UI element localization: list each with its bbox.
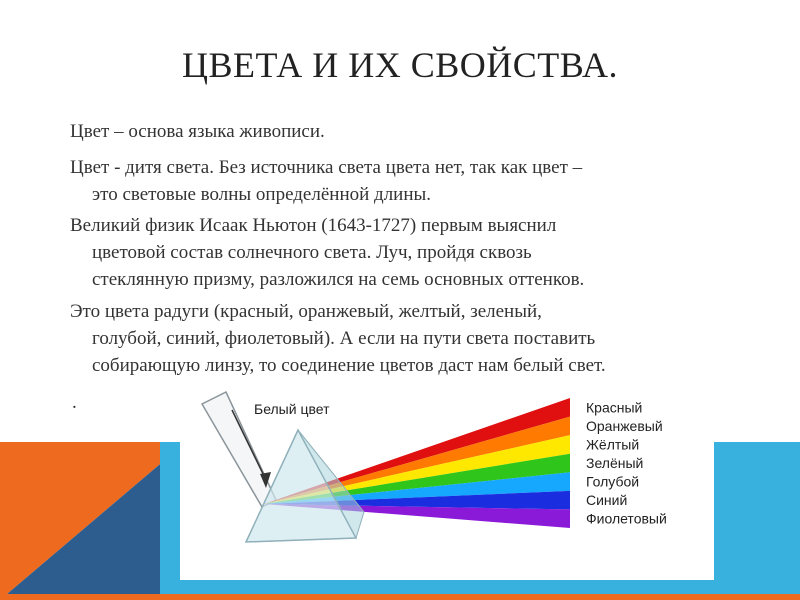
paragraph-4 <box>70 298 730 379</box>
spectrum-label-4: Зелёный <box>586 455 644 471</box>
paragraph-4-line3: собирающую линзу, то соединение цветов даст нам белый свет. <box>92 355 606 376</box>
prism-diagram <box>180 382 714 580</box>
spectrum-label-7: Фиолетовый <box>586 510 667 527</box>
paragraph-4-line1: Это цвета радуги (красный, оранжевый, желтый, зеленый, <box>70 301 542 322</box>
paragraph-3-line3: стеклянную призму, разложился на семь основных оттенков. <box>92 269 585 290</box>
paragraph-4-line2: голубой, синий, фиолетовый). А если на пути света поставить <box>92 328 596 349</box>
paragraph-3-line2: цветовой состав солнечного света. Луч, пройдя сквозь <box>92 242 532 263</box>
slide-title: ЦВЕТА И ИХ СВОЙСТВА. <box>182 45 618 85</box>
spectrum-label-6: Синий <box>586 492 628 509</box>
trailing-dot: . <box>72 392 77 413</box>
paragraph-3 <box>70 212 730 293</box>
spectrum-label-5: Голубой <box>586 473 640 490</box>
paragraph-3-line1: Великий физик Исаак Ньютон (1643-1727) первым выяснил <box>70 215 557 236</box>
spectrum-label-3: Жёлтый <box>586 436 640 453</box>
paragraph-1 <box>70 118 730 145</box>
paragraph-1-line: Цвет – основа языка живописи. <box>70 121 325 142</box>
paragraph-2 <box>70 154 730 208</box>
spectrum-label-2: Оранжевый <box>586 417 663 434</box>
bottom-orange-strip <box>0 594 800 600</box>
spectrum-label-1: Красный <box>586 399 643 416</box>
paragraph-2-line2: это световые волны определённой длины. <box>92 184 432 205</box>
spectrum-labels <box>586 399 667 526</box>
paragraph-2-line1: Цвет - дитя света. Без источника света цвета нет, так как цвет – <box>70 157 583 178</box>
prism-figure <box>180 382 714 580</box>
white-light-label: Белый цвет <box>254 401 330 417</box>
